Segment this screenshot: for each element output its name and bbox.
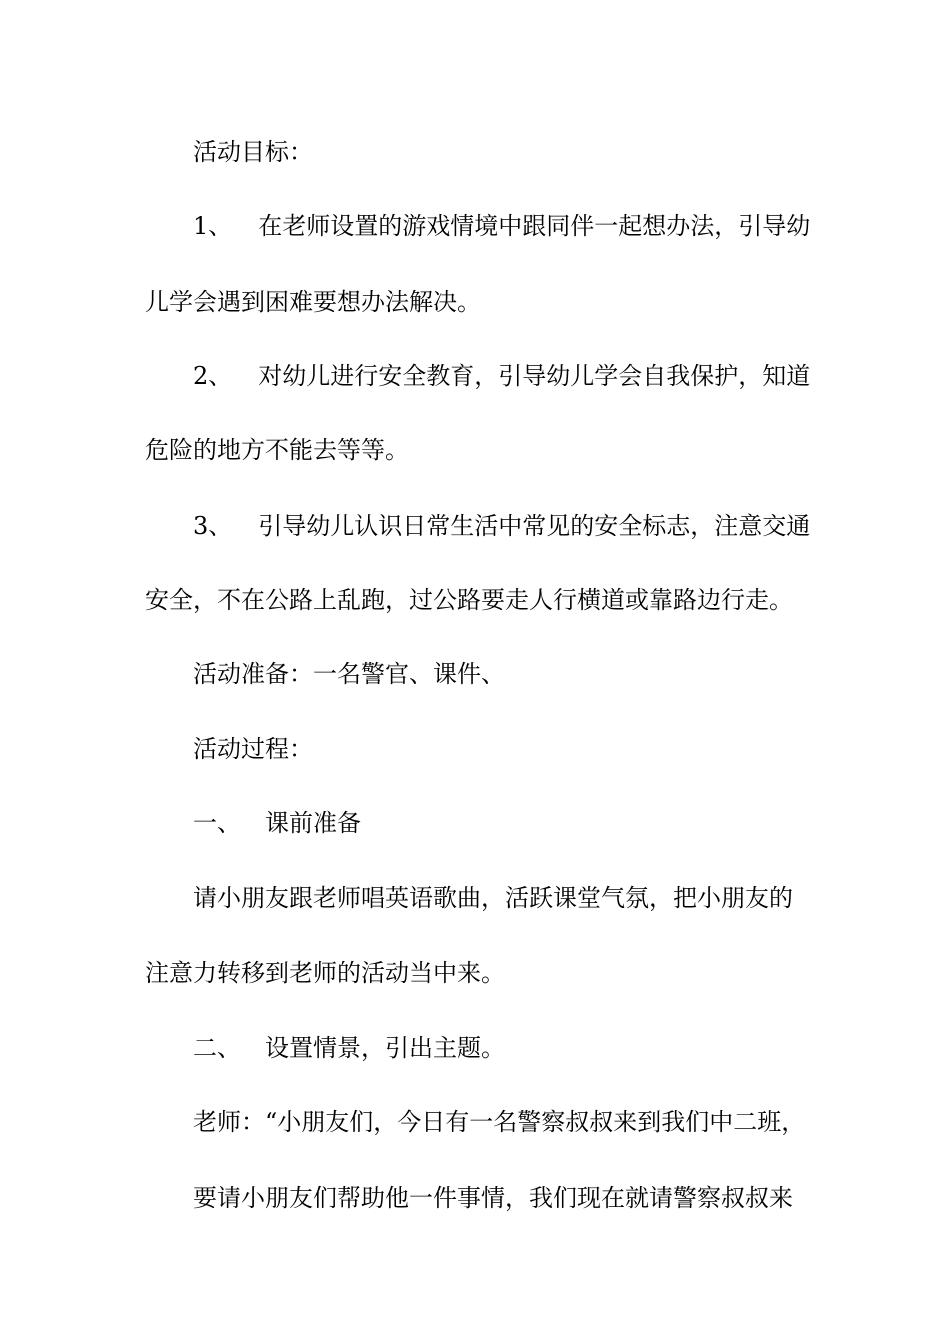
step-1-number: 一、 xyxy=(193,809,241,837)
teacher-text-a: 老师：“小朋友们，今日有一名警察叔叔来到我们中二班， xyxy=(193,1108,806,1136)
teacher-line-2 xyxy=(193,1183,793,1213)
goal-1-number: 1、 xyxy=(193,212,233,240)
goal-2-text-a: 对幼儿进行安全教育，引导幼儿学会自我保护，知道 xyxy=(258,362,811,390)
goal-2-number: 2、 xyxy=(193,362,233,390)
goal-3-text-a: 引导幼儿认识日常生活中常见的安全标志，注意交通 xyxy=(258,512,811,540)
teacher-line-1 xyxy=(193,1107,805,1137)
goal-3-text-b: 安全，不在公路上乱跑，过公路要走人行横道或靠路边行走。 xyxy=(145,586,793,614)
process-heading-text: 活动过程： xyxy=(193,735,313,763)
goal-2-line-1 xyxy=(193,361,810,391)
goals-heading-text: 活动目标： xyxy=(193,138,313,166)
process-heading xyxy=(193,734,313,764)
step-2-number: 二、 xyxy=(193,1034,241,1062)
goal-2-line-2 xyxy=(145,435,409,465)
step-1-heading xyxy=(193,808,361,838)
goal-1-text-b: 儿学会遇到困难要想办法解决。 xyxy=(145,288,481,316)
goal-2-text-b: 危险的地方不能去等等。 xyxy=(145,436,409,464)
step-1-title: 课前准备 xyxy=(265,809,361,837)
step-2-title: 设置情景，引出主题。 xyxy=(265,1034,505,1062)
step-1-text-a: 请小朋友跟老师唱英语歌曲，活跃课堂气氛，把小朋友的 xyxy=(193,884,793,912)
preparation-line xyxy=(193,659,505,689)
step-1-text-b: 注意力转移到老师的活动当中来。 xyxy=(145,959,505,987)
step-2-heading xyxy=(193,1033,505,1063)
goal-1-line-1 xyxy=(193,211,810,241)
goals-heading xyxy=(193,137,313,167)
goal-1-line-2 xyxy=(145,287,481,317)
goal-3-number: 3、 xyxy=(193,512,233,540)
teacher-text-b: 要请小朋友们帮助他一件事情，我们现在就请警察叔叔来 xyxy=(193,1184,793,1212)
goal-3-line-1 xyxy=(193,511,810,541)
preparation-text: 活动准备：一名警官、课件、 xyxy=(193,660,505,688)
step-1-line-2 xyxy=(145,958,505,988)
goal-1-text-a: 在老师设置的游戏情境中跟同伴一起想办法，引导幼 xyxy=(258,212,811,240)
goal-3-line-2 xyxy=(145,585,793,615)
step-1-line-1 xyxy=(193,883,793,913)
